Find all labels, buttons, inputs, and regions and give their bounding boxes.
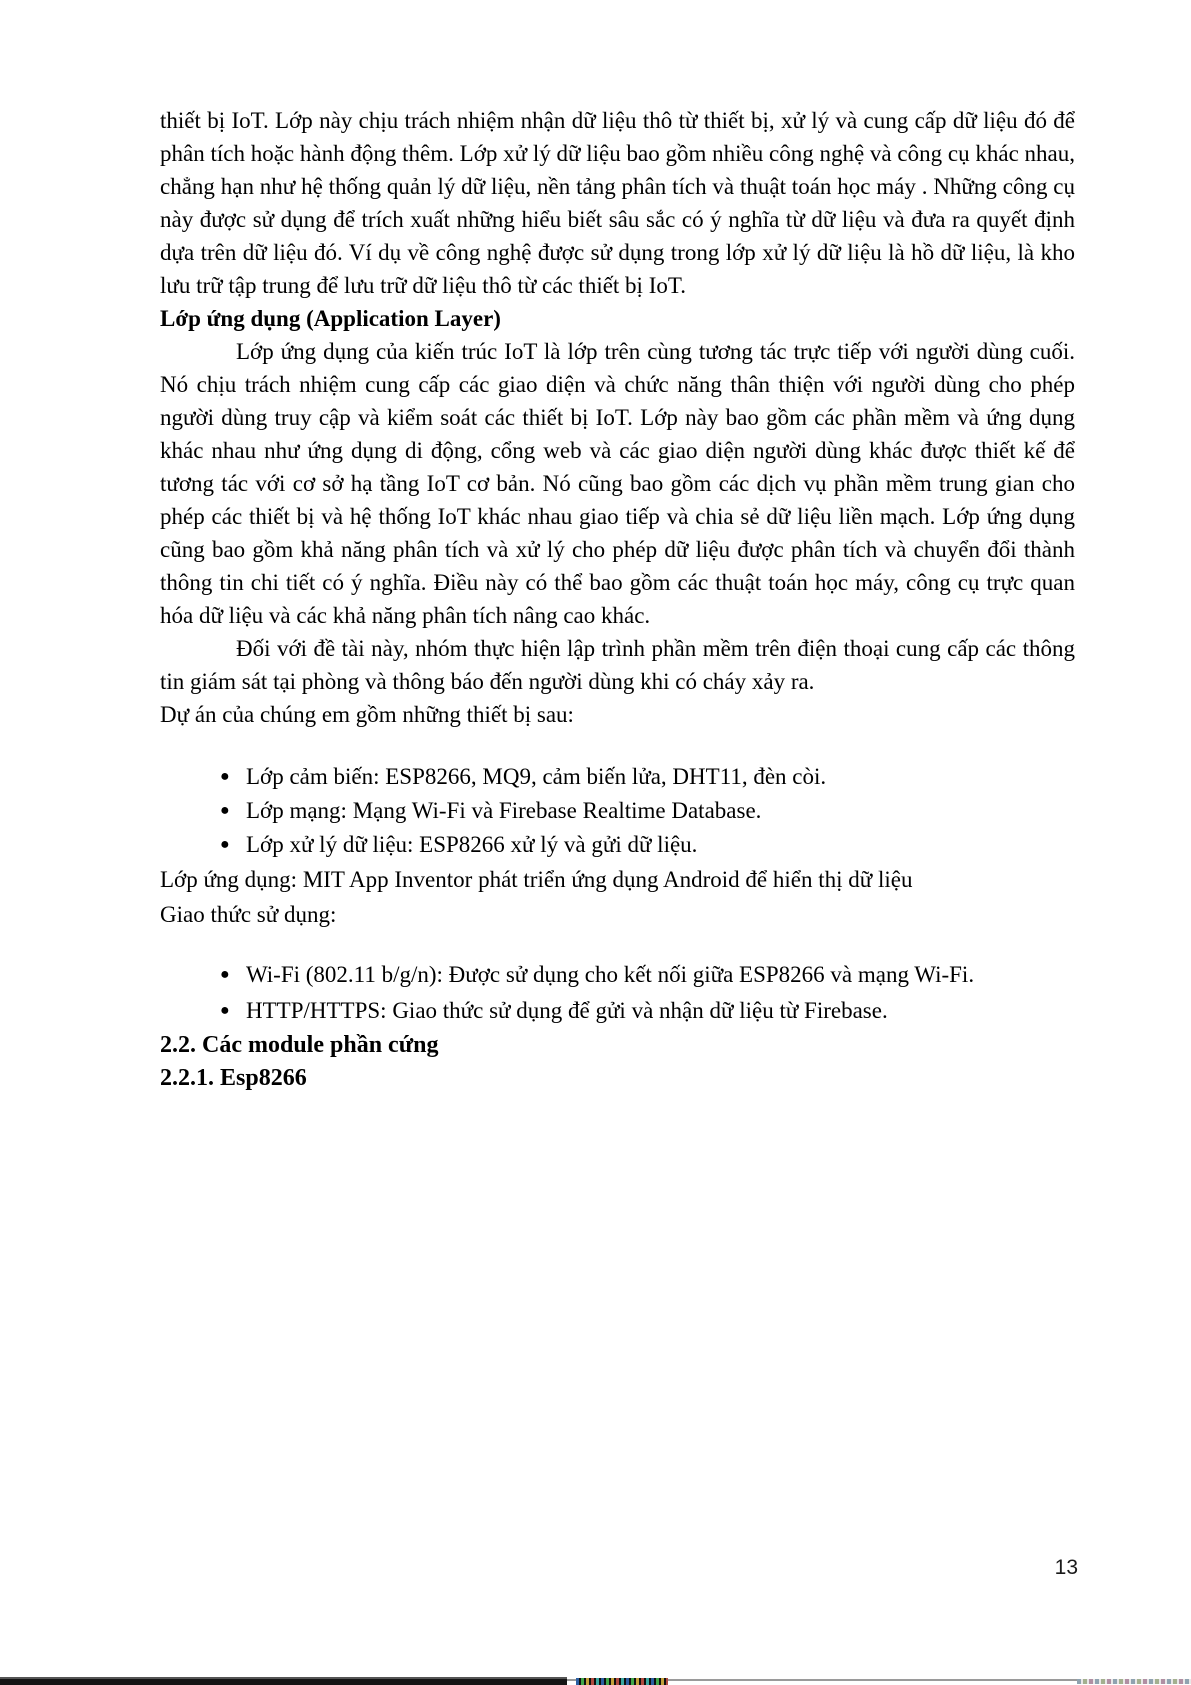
bullet-icon: ● — [220, 1002, 230, 1019]
list-item — [218, 957, 1075, 993]
page-number: 13 — [1054, 1556, 1078, 1579]
bullet-icon: ● — [220, 966, 230, 983]
protocols-list-intro: Giao thức sử dụng: — [160, 902, 337, 927]
bottom-edge-ui-sliver — [0, 1677, 1191, 1685]
heading-esp8266: 2.2.1. Esp8266 — [160, 1065, 307, 1091]
list-item — [218, 760, 1075, 794]
device-list-item-text: Lớp xử lý dữ liệu: ESP8266 xử lý và gửi dữ liệu. — [246, 832, 698, 857]
protocol-list — [160, 957, 1075, 1029]
protocol-list-item-text: Wi-Fi (802.11 b/g/n): Được sử dụng cho kết nối giữa ESP8266 và mạng Wi-Fi. — [246, 962, 975, 987]
bullet-icon: ● — [220, 768, 230, 785]
list-item — [218, 794, 1075, 828]
bottom-right-dashes — [1077, 1679, 1191, 1684]
application-layer-note: Lớp ứng dụng: MIT App Inventor phát triển ứng dụng Android để hiển thị dữ liệu — [160, 867, 913, 892]
list-item — [218, 828, 1075, 862]
paragraph-application-layer: Lớp ứng dụng của kiến trúc IoT là lớp trên cùng tương tác trực tiếp với người dùng cuối. Nó chịu trách nhiệm cung cấp các giao diện và chức năng thân thiện với người dùng cho phép người dùng truy cập và kiểm soát các thiết bị IoT. Lớp này bao gồm các phần mềm và ứng dụng khác nhau như ứng dụng di động, cổng web và các giao diện người dùng khác được thiết kế để tương tác với cơ sở hạ tầng IoT cơ bản. Nó cũng bao gồm các dịch vụ phần mềm trung gian cho phép các thiết bị và hệ thống IoT khác nhau giao tiếp và chia sẻ dữ liệu liền mạch. Lớp ứng dụng cũng bao gồm khả năng phân tích và xử lý cho phép dữ liệu được phân tích và chuyển đổi thành thông tin chi tiết có ý nghĩa. Điều này có thể bao gồm các thuật toán học máy, công cụ trực quan hóa dữ liệu và các khả năng phân tích nâng cao khác. — [160, 339, 1075, 628]
list-item — [218, 993, 1075, 1029]
bullet-icon: ● — [220, 836, 230, 853]
devices-list-intro: Dự án của chúng em gồm những thiết bị sau: — [160, 702, 574, 727]
device-list-item-text: Lớp cảm biến: ESP8266, MQ9, cảm biến lửa, DHT11, đèn còi. — [246, 764, 827, 789]
bottom-color-dashes — [576, 1678, 668, 1685]
bullet-icon: ● — [220, 802, 230, 819]
protocol-list-item-text: HTTP/HTTPS: Giao thức sử dụng để gửi và nhận dữ liệu từ Firebase. — [246, 998, 888, 1023]
heading-application-layer: Lớp ứng dụng (Application Layer) — [160, 306, 501, 331]
device-list-item-text: Lớp mạng: Mạng Wi-Fi và Firebase Realtime Database. — [246, 798, 762, 823]
device-list — [160, 760, 1075, 862]
page-body — [160, 104, 1075, 1095]
heading-hardware-modules: 2.2. Các module phần cứng — [160, 1032, 439, 1058]
paragraph-project-description: Đối với đề tài này, nhóm thực hiện lập trình phần mềm trên điện thoại cung cấp các thông tin giám sát tại phòng và thông báo đến người dùng khi có cháy xảy ra. — [160, 636, 1075, 694]
bottom-dark-bar — [0, 1677, 567, 1685]
paragraph-data-processing-continuation: thiết bị IoT. Lớp này chịu trách nhiệm nhận dữ liệu thô từ thiết bị, xử lý và cung cấp dữ liệu đó để phân tích hoặc hành động thêm. Lớp xử lý dữ liệu bao gồm nhiều công nghệ và công cụ khác nhau, chẳng hạn như hệ thống quản lý dữ liệu, nền tảng phân tích và thuật toán học máy . Những công cụ này được sử dụng để trích xuất những hiểu biết sâu sắc có ý nghĩa từ dữ liệu và đưa ra quyết định dựa trên dữ liệu đó. Ví dụ về công nghệ được sử dụng trong lớp xử lý dữ liệu là hồ dữ liệu, là kho lưu trữ tập trung để lưu trữ dữ liệu thô từ các thiết bị IoT. — [160, 108, 1075, 298]
